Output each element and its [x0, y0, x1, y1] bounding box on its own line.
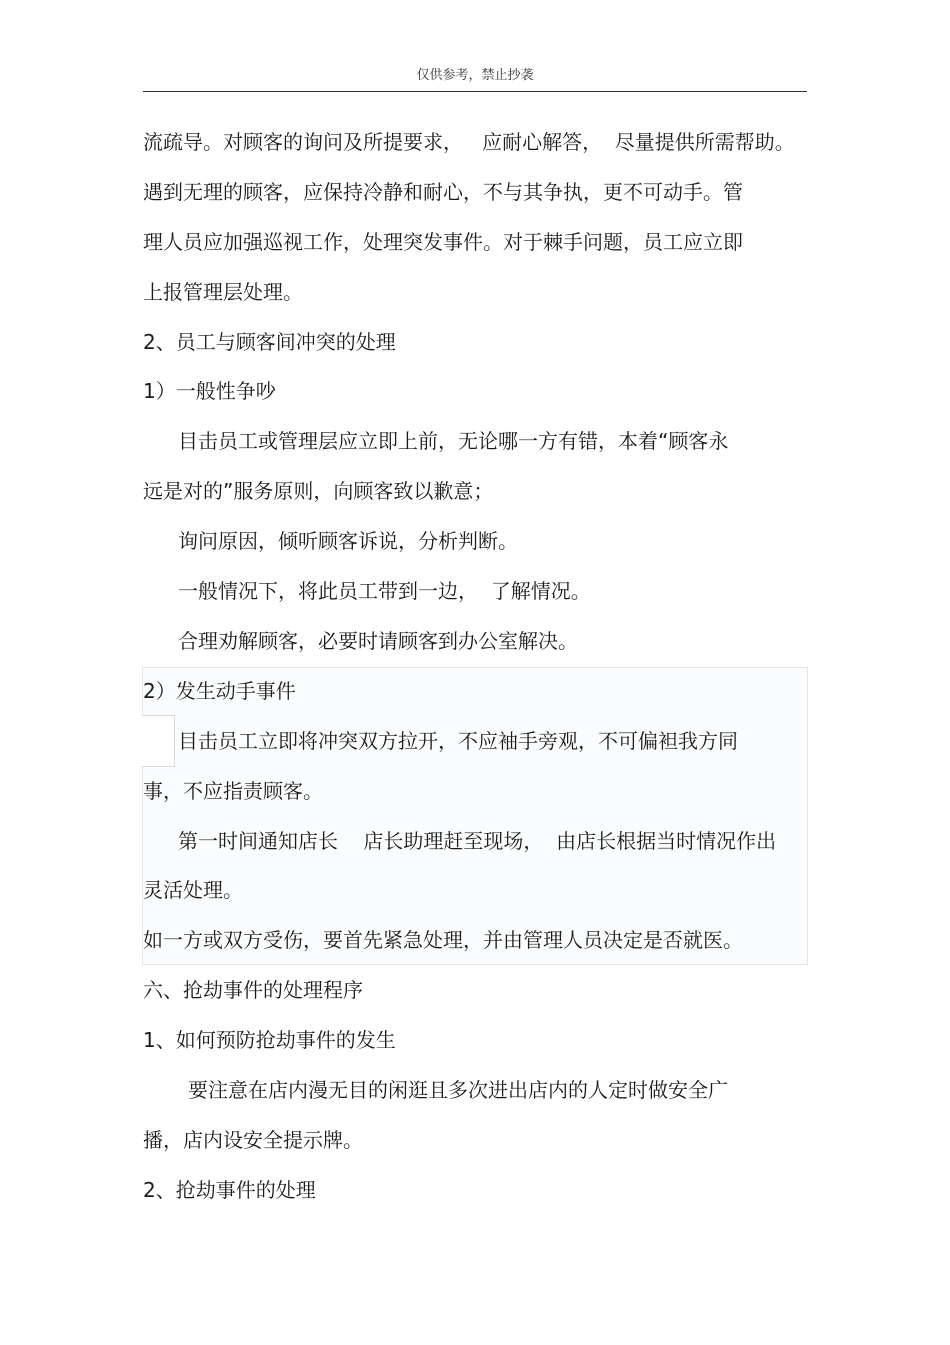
body-line: 如一方或双方受伤，要首先紧急处理，并由管理人员决定是否就医。: [143, 928, 743, 952]
section-heading: 2、抢劫事件的处理: [143, 1178, 316, 1202]
body-line: 第一时间通知店长 店长助理赶至现场， 由店长根据当时情况作出: [178, 829, 777, 853]
body-line: 目击员工或管理层应立即上前，无论哪一方有错，本着“顾客永: [178, 429, 729, 453]
page-header: 仅供参考，禁止抄袭: [416, 68, 534, 83]
body-line: 理人员应加强巡视工作，处理突发事件。对于棘手问题，员工应立即: [143, 230, 743, 254]
body-line: 播，店内设安全提示牌。: [143, 1128, 363, 1152]
section-heading: 六、抢劫事件的处理程序: [143, 978, 363, 1002]
body-line: 远是对的”服务原则，向顾客致以歉意；: [143, 479, 494, 503]
body-line: 流疏导。对顾客的询问及所提要求， 应耐心解答， 尽量提供所需帮助。: [143, 130, 795, 154]
highlight-region: [142, 667, 808, 965]
body-line: 一般情况下，将此员工带到一边， 了解情况。: [178, 579, 591, 603]
section-heading: 1、如何预防抢劫事件的发生: [143, 1028, 396, 1052]
body-line: 要注意在店内漫无目的闲逛且多次进出店内的人定时做安全广: [188, 1078, 728, 1102]
side-tab: [142, 715, 175, 767]
body-line: 事，不应指责顾客。: [143, 779, 323, 803]
section-heading: 2、员工与顾客间冲突的处理: [143, 330, 396, 354]
body-line: 目击员工立即将冲突双方拉开，不应袖手旁观，不可偏袒我方同: [178, 729, 738, 753]
header-rule: [143, 91, 807, 92]
body-line: 上报管理层处理。: [143, 280, 303, 304]
subsection-heading: 1）一般性争吵: [143, 379, 276, 403]
body-line: 合理劝解顾客，必要时请顾客到办公室解决。: [178, 629, 578, 653]
subsection-heading: 2）发生动手事件: [143, 679, 296, 703]
body-line: 灵活处理。: [143, 878, 243, 902]
body-line: 询问原因，倾听顾客诉说，分析判断。: [178, 529, 518, 553]
body-line: 遇到无理的顾客，应保持冷静和耐心，不与其争执，更不可动手。管: [143, 180, 743, 204]
